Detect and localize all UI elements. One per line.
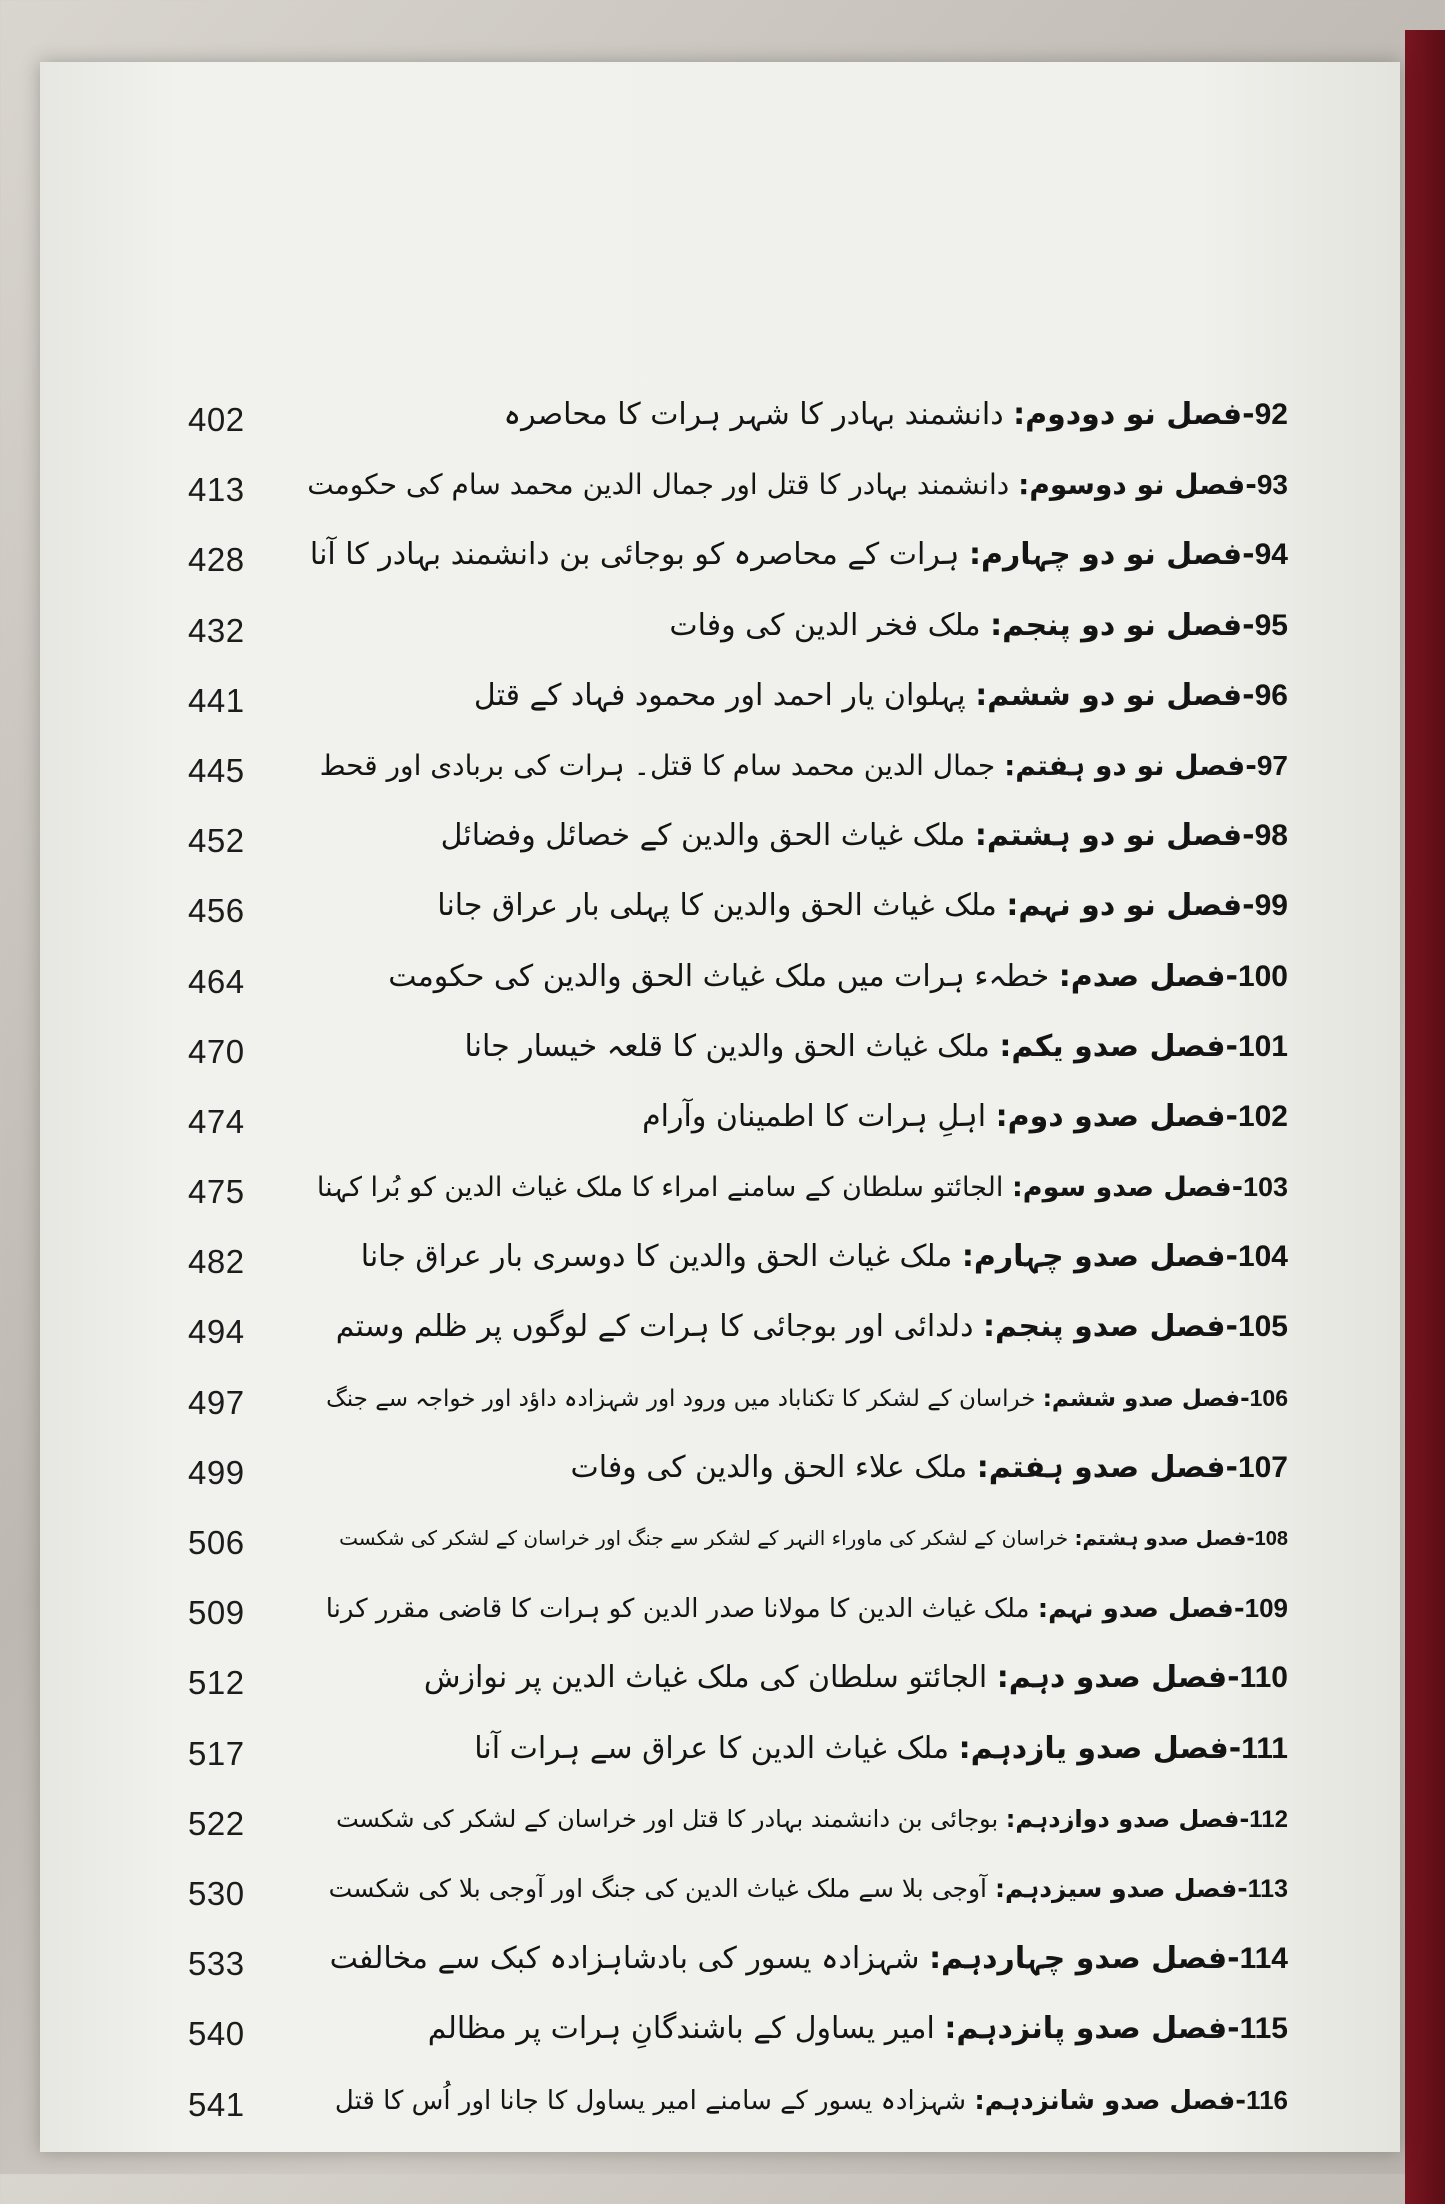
toc-number-dash: -: [1242, 537, 1255, 573]
toc-chapter-title: ملک غیاث الحق والدین کے خصائل وفضائل: [440, 818, 966, 854]
toc-chapter-label: فصل صدو سوم:: [1012, 1172, 1232, 1204]
toc-chapter-label: فصل نو دو نہم:: [1006, 888, 1243, 924]
toc-number-dash: -: [1225, 1098, 1238, 1134]
toc-chapter-number: 93: [1256, 469, 1288, 501]
toc-entry: [339, 1516, 1288, 1561]
toc-chapter-title: جمال الدین محمد سام کا قتل۔ ہرات کی بربادی اور قحط: [319, 748, 996, 782]
toc-page-number: 540: [188, 2015, 245, 2053]
toc-chapter-label: فصل صدو شانزدہم:: [974, 2085, 1236, 2116]
toc-page-number: 445: [188, 751, 245, 789]
book-page: [40, 62, 1400, 2152]
toc-entry: [329, 1867, 1288, 1911]
toc-number-dash: -: [1245, 468, 1257, 502]
toc-chapter-title: دلدائی اور بوجائی کا ہرات کے لوگوں پر ظلم وستم: [335, 1309, 974, 1345]
toc-chapter-label: فصل نو دو ہفتم:: [1004, 748, 1246, 782]
toc-chapter-number: 101: [1237, 1029, 1288, 1063]
toc-number-wrap: [1249, 1805, 1288, 1833]
toc-number-wrap: [1257, 749, 1288, 782]
toc-entry: [437, 884, 1288, 928]
toc-chapter-title: دانشمند بہادر کا قتل اور جمال الدین محمد سام کی حکومت: [307, 468, 1010, 502]
toc-number-wrap: [1238, 1309, 1288, 1344]
toc-chapter-label: فصل صدو یکم:: [999, 1028, 1226, 1064]
toc-number-dash: -: [1239, 1804, 1250, 1833]
toc-number-wrap: [1240, 1660, 1288, 1695]
toc-row: [40, 457, 1400, 527]
toc-number-wrap: [1255, 608, 1288, 643]
toc-chapter-title: ملک فخر الدین کی وفات: [669, 607, 981, 643]
toc-chapter-number: 108: [1254, 1528, 1288, 1550]
toc-chapter-label: فصل صدو ششم:: [1042, 1385, 1241, 1412]
toc-chapter-label: فصل صدو دہم:: [996, 1660, 1228, 1696]
toc-number-wrap: [1240, 1941, 1288, 1976]
toc-chapter-title: بوجائی بن دانشمند بہادر کا قتل اور خراسان کے لشکر کی شکست: [336, 1804, 999, 1833]
toc-number-dash: -: [1246, 1526, 1255, 1550]
toc-number-wrap: [1255, 537, 1288, 572]
toc-row: [40, 1019, 1400, 1089]
toc-row: [40, 1089, 1400, 1159]
toc-chapter-label: فصل نو دو ہشتم:: [974, 818, 1243, 854]
toc-page-number: 533: [188, 1945, 245, 1983]
toc-number-wrap: [1255, 397, 1288, 432]
toc-chapter-title: الجائتو سلطان کے سامنے امراء کا ملک غیاث الدین کو بُرا کہنا: [316, 1172, 1004, 1204]
toc-entry: [428, 2007, 1288, 2051]
toc-chapter-title: خراسان کے لشکر کی ماوراء النہر کے لشکر سے جنگ اور خراسان کے لشکر کی شکست: [339, 1526, 1069, 1550]
toc-chapter-number: 113: [1247, 1874, 1288, 1903]
toc-number-wrap: [1238, 1450, 1288, 1485]
toc-chapter-number: 104: [1237, 1240, 1288, 1274]
toc-number-dash: -: [1231, 1172, 1243, 1204]
toc-entry: [330, 1937, 1288, 1981]
toc-row: [40, 2001, 1400, 2071]
toc-number-dash: -: [1240, 1385, 1250, 1412]
toc-chapter-label: فصل نو دودوم:: [1013, 397, 1243, 432]
toc-chapter-number: 95: [1254, 608, 1288, 642]
toc-chapter-number: 103: [1242, 1172, 1288, 1203]
toc-number-wrap: [1238, 1029, 1288, 1064]
toc-entry: [504, 393, 1288, 437]
toc-page-number: 541: [188, 2085, 245, 2123]
toc-row: [40, 949, 1400, 1019]
toc-chapter-number: 111: [1241, 1731, 1288, 1765]
toc-page-number: 522: [188, 1804, 245, 1842]
toc-number-wrap: [1257, 468, 1288, 501]
toc-number-wrap: [1255, 818, 1288, 853]
toc-number-wrap: [1241, 1731, 1288, 1766]
toc-chapter-title: دانشمند بہادر کا شہر ہرات کا محاصرہ: [503, 397, 1004, 432]
toc-row: [40, 1931, 1400, 2001]
toc-entry: [335, 2078, 1288, 2123]
toc-entry: [642, 1095, 1288, 1139]
toc-number-dash: -: [1228, 1730, 1242, 1766]
toc-entry: [320, 744, 1288, 788]
toc-number-dash: -: [1242, 397, 1255, 432]
toc-chapter-label: فصل صدو دوم:: [995, 1098, 1226, 1134]
toc-chapter-number: 109: [1244, 1593, 1288, 1624]
toc-chapter-label: فصل صدو دوازدہم:: [1005, 1804, 1240, 1833]
toc-chapter-label: فصل نو دو چہارم:: [969, 537, 1243, 573]
toc-page-number: 497: [188, 1383, 245, 1421]
toc-number-wrap: [1238, 959, 1288, 994]
toc-page-number: 506: [188, 1524, 245, 1561]
toc-entry: [474, 674, 1288, 718]
toc-number-dash: -: [1237, 1873, 1248, 1903]
toc-chapter-title: خراسان کے لشکر کا تکناباد میں ورود اور شہزادہ داؤد اور خواجہ سے جنگ: [326, 1385, 1036, 1412]
toc-row: [40, 1510, 1400, 1580]
toc-chapter-number: 100: [1237, 959, 1288, 993]
toc-number-wrap: [1238, 1099, 1288, 1134]
toc-chapter-number: 98: [1254, 819, 1288, 853]
toc-row: [40, 387, 1400, 457]
toc-number-wrap: [1255, 1526, 1288, 1550]
toc-number-wrap: [1246, 2086, 1288, 2116]
toc-row: [40, 1440, 1400, 1510]
toc-chapter-label: فصل نو دو پنجم:: [990, 607, 1243, 643]
toc-chapter-title: امیر یساول کے باشندگانِ ہرات پر مظالم: [427, 2011, 935, 2047]
toc-page-number: 428: [188, 541, 245, 579]
toc-chapter-title: اہلِ ہرات کا اطمینان وآرام: [642, 1098, 987, 1134]
toc-chapter-title: الجائتو سلطان کی ملک غیاث الدین پر نوازش: [423, 1660, 988, 1696]
toc-number-dash: -: [1242, 607, 1255, 643]
toc-page-number: 474: [188, 1102, 245, 1140]
toc-row: [40, 598, 1400, 668]
toc-chapter-title: پہلوان یار احمد اور محمود فہاد کے قتل: [473, 677, 966, 713]
toc-entry: [326, 1376, 1288, 1421]
toc-entry: [336, 1305, 1288, 1349]
toc-number-wrap: [1255, 678, 1288, 713]
toc-row: [40, 527, 1400, 597]
toc-page-number: 475: [188, 1173, 245, 1211]
toc-row: [40, 1580, 1400, 1650]
toc-chapter-number: 92: [1254, 398, 1288, 431]
toc-number-dash: -: [1225, 1028, 1238, 1064]
toc-chapter-label: فصل صدو ہفتم:: [976, 1449, 1226, 1485]
toc-entry: [388, 955, 1288, 999]
toc-number-wrap: [1250, 1386, 1288, 1412]
toc-chapter-title: آوجی بلا سے ملک غیاث الدین کی جنگ اور آوجی بلا کی شکست: [328, 1873, 988, 1903]
toc-row: [40, 1159, 1400, 1229]
toc-number-wrap: [1238, 1239, 1288, 1274]
toc-page-number: 512: [188, 1664, 245, 1702]
toc-chapter-number: 94: [1254, 538, 1288, 572]
toc-chapter-title: ملک غیاث الحق والدین کا قلعہ خیسار جانا: [464, 1028, 990, 1064]
toc-number-dash: -: [1225, 1309, 1238, 1345]
toc-entry: [361, 1235, 1288, 1279]
toc-chapter-label: فصل نو دو ششم:: [975, 677, 1243, 713]
toc-row: [40, 1791, 1400, 1861]
toc-entry: [307, 463, 1288, 507]
toc-chapter-number: 114: [1239, 1942, 1288, 1976]
toc-entry: [474, 1727, 1288, 1771]
toc-page-number: 456: [188, 892, 245, 930]
toc-row: [40, 1650, 1400, 1720]
toc-row: [40, 1861, 1400, 1931]
toc-chapter-label: فصل صدو پنجم:: [982, 1309, 1226, 1345]
toc-chapter-number: 107: [1237, 1450, 1288, 1484]
toc-chapter-label: فصل صدو ہشتم:: [1074, 1526, 1247, 1550]
toc-entry: [464, 1025, 1288, 1069]
toc-chapter-label: فصل صدو نہم:: [1037, 1594, 1234, 1625]
toc-chapter-label: فصل صدو پانزدہم:: [944, 2011, 1228, 2047]
toc-chapter-title: شہزادہ یسور کی بادشاہزادہ کبک سے مخالفت: [329, 1941, 920, 1977]
toc-entry: [424, 1656, 1288, 1700]
toc-chapter-number: 116: [1246, 2084, 1288, 2115]
toc-chapter-number: 97: [1256, 749, 1288, 781]
toc-number-dash: -: [1227, 2011, 1240, 2047]
toc-chapter-title: ملک غیاث الحق والدین کا دوسری بار عراق جانا: [360, 1239, 953, 1275]
toc-number-dash: -: [1233, 1594, 1245, 1625]
toc-chapter-title: خطہء ہرات میں ملک غیاث الحق والدین کی حکومت: [388, 958, 1050, 994]
toc-number-dash: -: [1227, 1941, 1240, 1977]
toc-page-number: 470: [188, 1032, 245, 1070]
toc-chapter-number: 105: [1237, 1310, 1288, 1344]
toc-page-number: 509: [188, 1594, 245, 1632]
toc-page-number: 402: [188, 401, 245, 438]
toc-chapter-number: 112: [1249, 1805, 1288, 1833]
toc-page-number: 517: [188, 1734, 245, 1772]
toc-entry: [326, 1586, 1288, 1631]
toc-entry: [336, 1797, 1288, 1842]
toc-page-number: 530: [188, 1874, 245, 1912]
toc-row: [40, 1299, 1400, 1369]
toc-page-number: 499: [188, 1453, 245, 1491]
toc-row: [40, 1229, 1400, 1299]
toc-chapter-title: ملک علاء الحق والدین کی وفات: [570, 1449, 968, 1485]
toc-chapter-title: شہزادہ یسور کے سامنے امیر یساول کا جانا اور اُس کا قتل: [334, 2085, 967, 2116]
toc-row: [40, 878, 1400, 948]
toc-number-wrap: [1240, 2011, 1288, 2046]
toc-chapter-number: 106: [1249, 1384, 1288, 1411]
toc-chapter-label: فصل نو دوسوم:: [1018, 468, 1246, 502]
toc-chapter-number: 99: [1254, 889, 1288, 923]
toc-row: [40, 2072, 1400, 2142]
toc-chapter-label: فصل صدو چہاردہم:: [929, 1941, 1228, 1977]
toc-page-number: 452: [188, 822, 245, 860]
toc-entry: [310, 533, 1288, 577]
toc-entry: [441, 814, 1288, 858]
toc-page-number: 482: [188, 1243, 245, 1281]
toc-chapter-label: فصل صدو یازدہم:: [958, 1730, 1229, 1766]
toc-row: [40, 1721, 1400, 1791]
toc-number-dash: -: [1242, 677, 1255, 713]
toc-entry: [570, 1446, 1288, 1490]
toc-page-number: 494: [188, 1313, 245, 1351]
toc-chapter-number: 102: [1237, 1099, 1288, 1133]
toc-chapter-title: ملک غیاث الحق والدین کا پہلی بار عراق جانا: [437, 888, 997, 924]
toc-entry: [317, 1165, 1288, 1210]
toc-number-dash: -: [1242, 818, 1255, 854]
toc-chapter-label: فصل صدو سیزدہم:: [994, 1873, 1238, 1903]
toc-number-dash: -: [1225, 1449, 1238, 1485]
toc-page-number: 432: [188, 611, 245, 649]
toc-number-wrap: [1248, 1874, 1288, 1903]
toc-number-dash: -: [1245, 748, 1257, 782]
toc-number-wrap: [1245, 1594, 1288, 1624]
toc-number-dash: -: [1225, 1239, 1238, 1275]
toc-chapter-number: 115: [1239, 2012, 1288, 2046]
toc-number-wrap: [1255, 888, 1288, 923]
toc-entry: [669, 604, 1288, 648]
toc-page-number: 413: [188, 471, 245, 509]
toc-page-number: 464: [188, 962, 245, 1000]
toc-number-wrap: [1243, 1172, 1288, 1203]
toc-number-dash: -: [1235, 2085, 1247, 2116]
toc-chapter-title: ہرات کے محاصرہ کو بوجائی بن دانشمند بہادر کا آنا: [309, 537, 960, 573]
toc-number-dash: -: [1227, 1660, 1240, 1696]
toc-chapter-number: 96: [1254, 678, 1288, 712]
toc-chapter-title: ملک غیاث الدین کا مولانا صدر الدین کو ہرات کا قاضی مقرر کرنا: [325, 1594, 1030, 1625]
toc-row: [40, 808, 1400, 878]
toc-row: [40, 668, 1400, 738]
toc-row: [40, 1370, 1400, 1440]
toc-number-dash: -: [1225, 958, 1238, 994]
book-cover-edge: [1405, 30, 1445, 2204]
toc-chapter-number: 110: [1239, 1661, 1288, 1695]
toc-chapter-label: فصل صدو چہارم:: [961, 1239, 1226, 1275]
toc-number-dash: -: [1242, 888, 1255, 924]
table-of-contents: [40, 387, 1400, 2142]
toc-page-number: 441: [188, 681, 245, 719]
toc-chapter-label: فصل صدم:: [1058, 958, 1226, 994]
toc-row: [40, 738, 1400, 808]
toc-chapter-title: ملک غیاث الدین کا عراق سے ہرات آنا: [474, 1730, 950, 1766]
